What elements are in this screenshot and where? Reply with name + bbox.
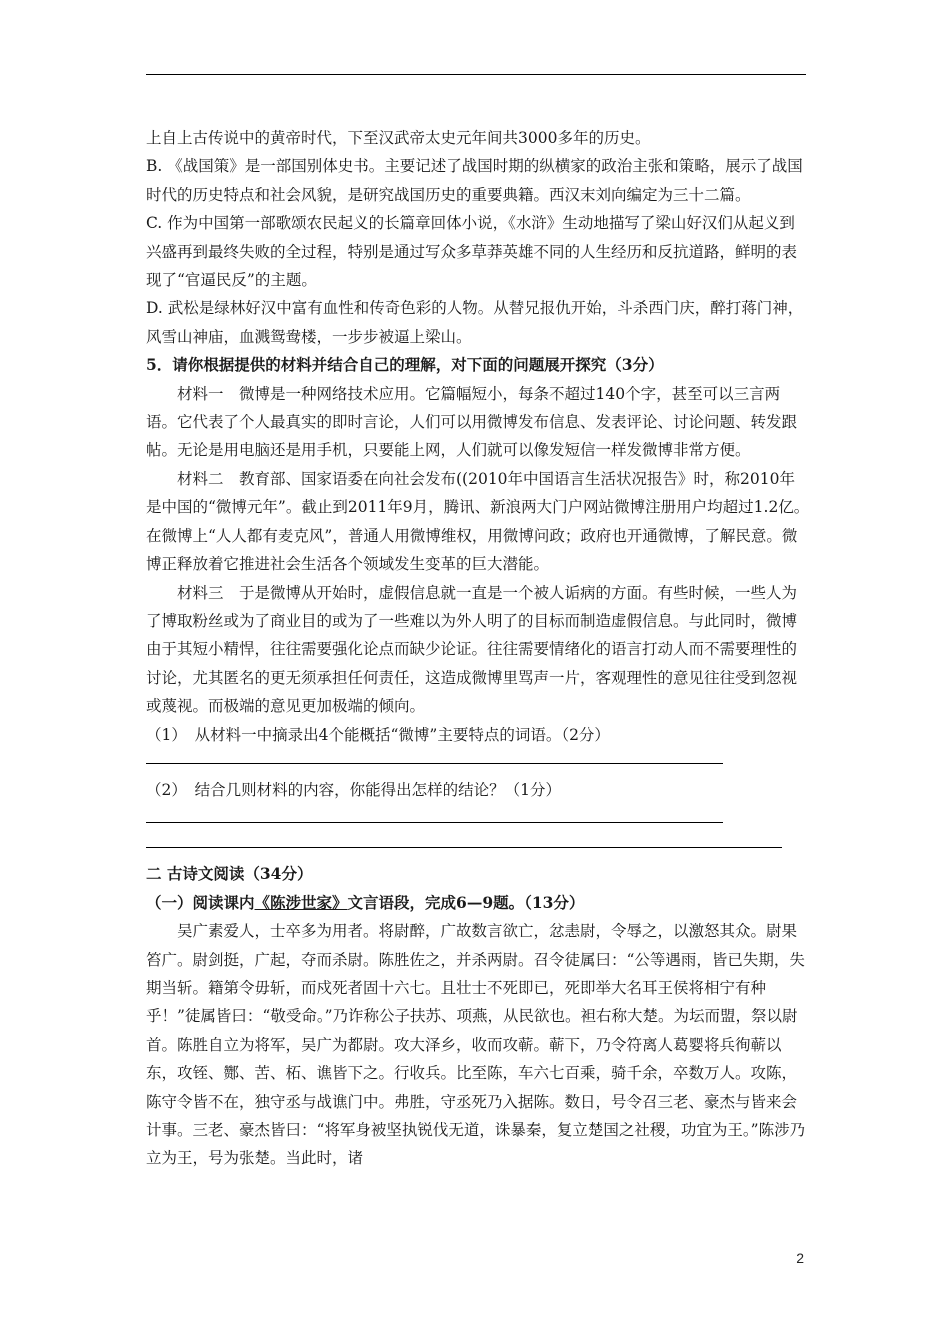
answer-line-2[interactable] bbox=[146, 822, 723, 823]
option-b: B. 《战国策》是一部国别体史书。主要记述了战国时期的纵横家的政治主张和策略，展示了战国时代的历史特点和社会风貌，是研究战国历史的重要典籍。西汉末刘向编定为三十二篇。 bbox=[146, 157, 803, 204]
header-rule bbox=[146, 74, 806, 75]
question-5-title: 5．请你根据提供的材料并结合自己的理解，对下面的问题展开探究（3分） bbox=[146, 355, 664, 375]
answer-line-3[interactable] bbox=[146, 847, 782, 848]
option-c: C. 作为中国第一部歌颂农民起义的长篇章回体小说，《水浒》生动地描写了梁山好汉们从起义到兴盛再到最终失败的全过程，特别是通过写众多草莽英雄不同的人生经历和反抗道路，鲜明的表现了“官逼民反”的主题。 bbox=[146, 214, 798, 290]
sub-question-2: （2） 结合几则材料的内容，你能得出怎样的结论？（1分） bbox=[146, 780, 561, 799]
section-2-subtitle bbox=[146, 889, 810, 917]
option-a-continuation: 上自上古传说中的黄帝时代，下至汉武帝太史元年间共3000多年的历史。 bbox=[146, 129, 651, 147]
option-d: D. 武松是绿林好汉中富有血性和传奇色彩的人物。从替兄报仇开始，斗杀西门庆，醉打蒋门神，风雪山神庙，血溅鸳鸯楼，一步步被逼上梁山。 bbox=[146, 299, 804, 346]
sub-question-1: （1） 从材料一中摘录出4个能概括“微博”主要特点的词语。（2分） bbox=[146, 725, 610, 744]
page-number: 2 bbox=[796, 1250, 804, 1266]
book-title: 《陈涉世家》 bbox=[254, 892, 348, 912]
section-2-title: 二 古诗文阅读（34分） bbox=[146, 864, 313, 884]
subtitle-suffix: 文言语段，完成6—9题。（13分） bbox=[347, 892, 585, 912]
material-2: 材料二 教育部、国家语委在向社会发布((2010年中国语言生活状况报告》时，称2010年是中国的“微博元年”。截止到2011年9月，腾讯、新浪两大门户网站微博注册用户均超过1.2亿。在微博上“人人都有麦克风”，普通人用微博维权，用微博问政；政府也开通微博，了解民意。微博正释放着它推进社会生活各个领域发生变革的巨大潜能。 bbox=[146, 469, 810, 574]
subtitle-prefix: （一）阅读课内 bbox=[146, 892, 255, 912]
material-1: 材料一 微博是一种网络技术应用。它篇幅短小，每条不超过140个字，甚至可以三言两语。它代表了个人最真实的即时言论，人们可以用微博发布信息、发表评论、讨论问题、转发跟帖。无论是用电脑还是用手机，只要能上网，人们就可以像发短信一样发微博非常方便。 bbox=[146, 384, 798, 460]
classical-passage: 吴广素爱人，士卒多为用者。将尉醉，广故数言欲亡，忿恚尉，令辱之，以激怒其众。尉果笞广。尉剑挺，广起，夺而杀尉。陈胜佐之，并杀两尉。召令徒属曰：“公等遇雨，皆已失期，失期当斩。籍第令毋斩，而戍死者固十六七。且壮士不死即已，死即举大名耳王侯将相宁有种乎！”徒属皆曰：“敬受命。”乃诈称公子扶苏、项燕，从民欲也。袒右称大楚。为坛而盟，祭以尉首。陈胜自立为将军，吴广为都尉。攻大泽乡，收而攻蕲。蕲下，乃令符离人葛婴将兵徇蕲以东，攻铚、酂、苦、柘、谯皆下之。行收兵。比至陈，车六七百乘，骑千余，卒数万人。攻陈，陈守令皆不在，独守丞与战谯门中。弗胜，守丞死乃入据陈。数日，号令召三老、豪杰与皆来会计事。三老、豪杰皆曰：“将军身被坚执锐伐无道，诛暴秦，复立楚国之社稷，功宜为王。”陈涉乃立为王，号为张楚。当此时，诸 bbox=[146, 922, 806, 1168]
document-body bbox=[146, 124, 810, 1173]
material-3: 材料三 于是微博从开始时，虚假信息就一直是一个被人诟病的方面。有些时候，一些人为了博取粉丝或为了商业目的或为了一些难以为外人明了的目标而制造虚假信息。与此同时，微博由于其短小精悍，往往需要强化论点而缺少论证。往往需要情绪化的语言打动人而不需要理性的讨论，尤其匿名的更无须承担任何责任，这造成微博里骂声一片，客观理性的意见往往受到忽视或蔑视。而极端的意见更加极端的倾向。 bbox=[146, 583, 798, 716]
answer-line-1[interactable] bbox=[146, 763, 723, 764]
